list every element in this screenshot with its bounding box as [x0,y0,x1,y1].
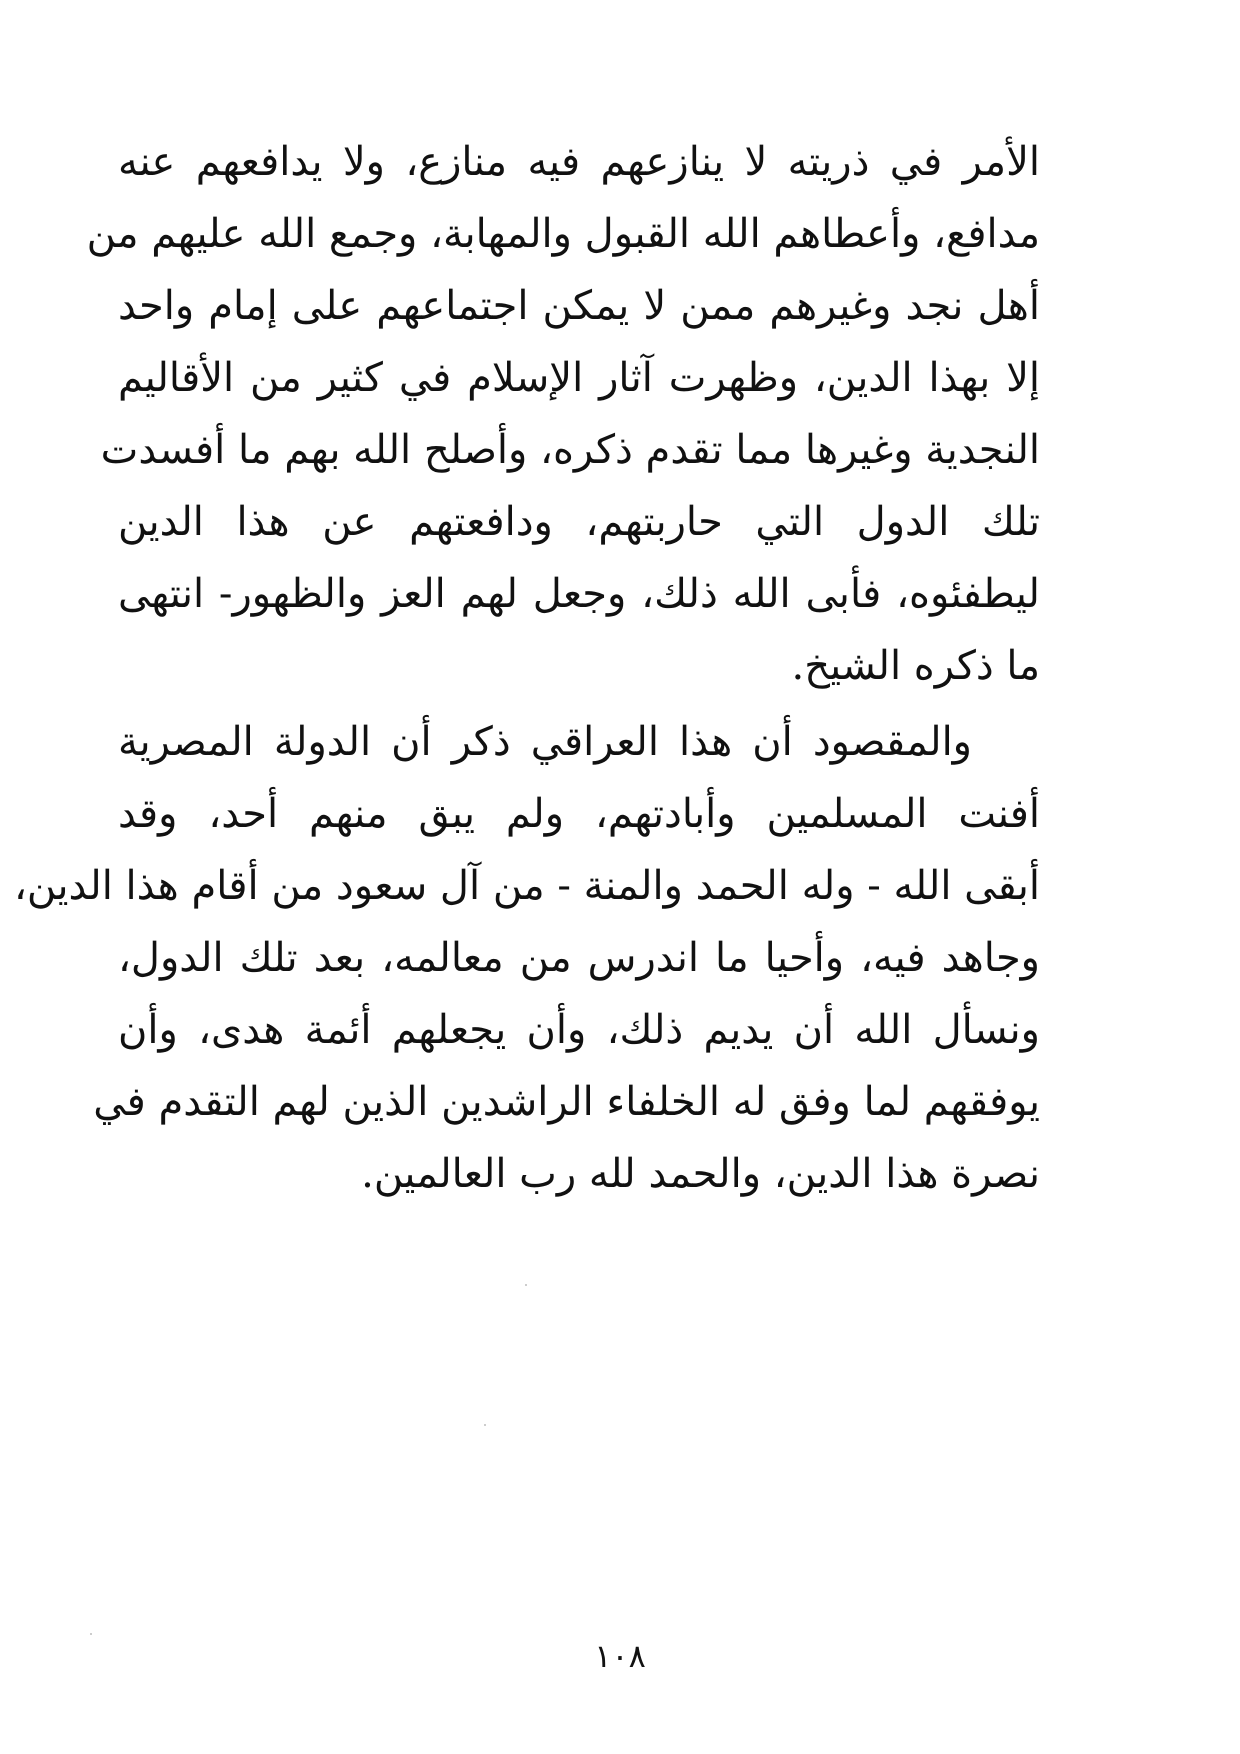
text-line: نصرة هذا الدين، والحمد لله رب العالمين. [361,1151,1040,1197]
text-line: أهل نجد وغيرهم ممن لا يمكن اجتماعهم على إمام واحد [118,283,1040,329]
text-line: ليطفئوه، فأبى الله ذلك، وجعل لهم العز والظهور- انتهى [118,571,1040,617]
text-line: إلا بهذا الدين، وظهرت آثار الإسلام في كثير من الأقاليم [118,355,1041,401]
text-line: يوفقهم لما وفق له الخلفاء الراشدين الذين لهم التقدم في [93,1079,1040,1125]
text-line: أفنت المسلمين وأبادتهم، ولم يبق منهم أحد، وقد [118,791,1040,837]
text-line: أبقى الله - وله الحمد والمنة - من آل سعود من أقام هذا الدين، [14,863,1040,909]
text-line: الأمر في ذريته لا ينازعهم فيه منازع، ولا يدافعهم عنه [118,139,1040,185]
text-line: ونسأل الله أن يديم ذلك، وأن يجعلهم أئمة هدى، وأن [118,1007,1040,1053]
text-line: والمقصود أن هذا العراقي ذكر أن الدولة المصرية [118,719,972,765]
scan-speck [484,1424,486,1426]
scan-speck [525,1284,527,1286]
text-line: وجاهد فيه، وأحيا ما اندرس من معالمه، بعد تلك الدول، [118,935,1041,981]
text-line: مدافع، وأعطاهم الله القبول والمهابة، وجمع الله عليهم من [86,211,1040,257]
text-line: تلك الدول التي حاربتهم، ودافعتهم عن هذا الدين [118,499,1040,545]
paragraph-1 [86,126,1041,702]
text-line: النجدية وغيرها مما تقدم ذكره، وأصلح الله بهم ما أفسدت [100,427,1040,473]
text-line: ما ذكره الشيخ. [791,643,1040,689]
page-number: ١٠٨ [594,1637,646,1675]
paragraph-2 [14,706,1041,1210]
scan-speck [90,1633,92,1635]
